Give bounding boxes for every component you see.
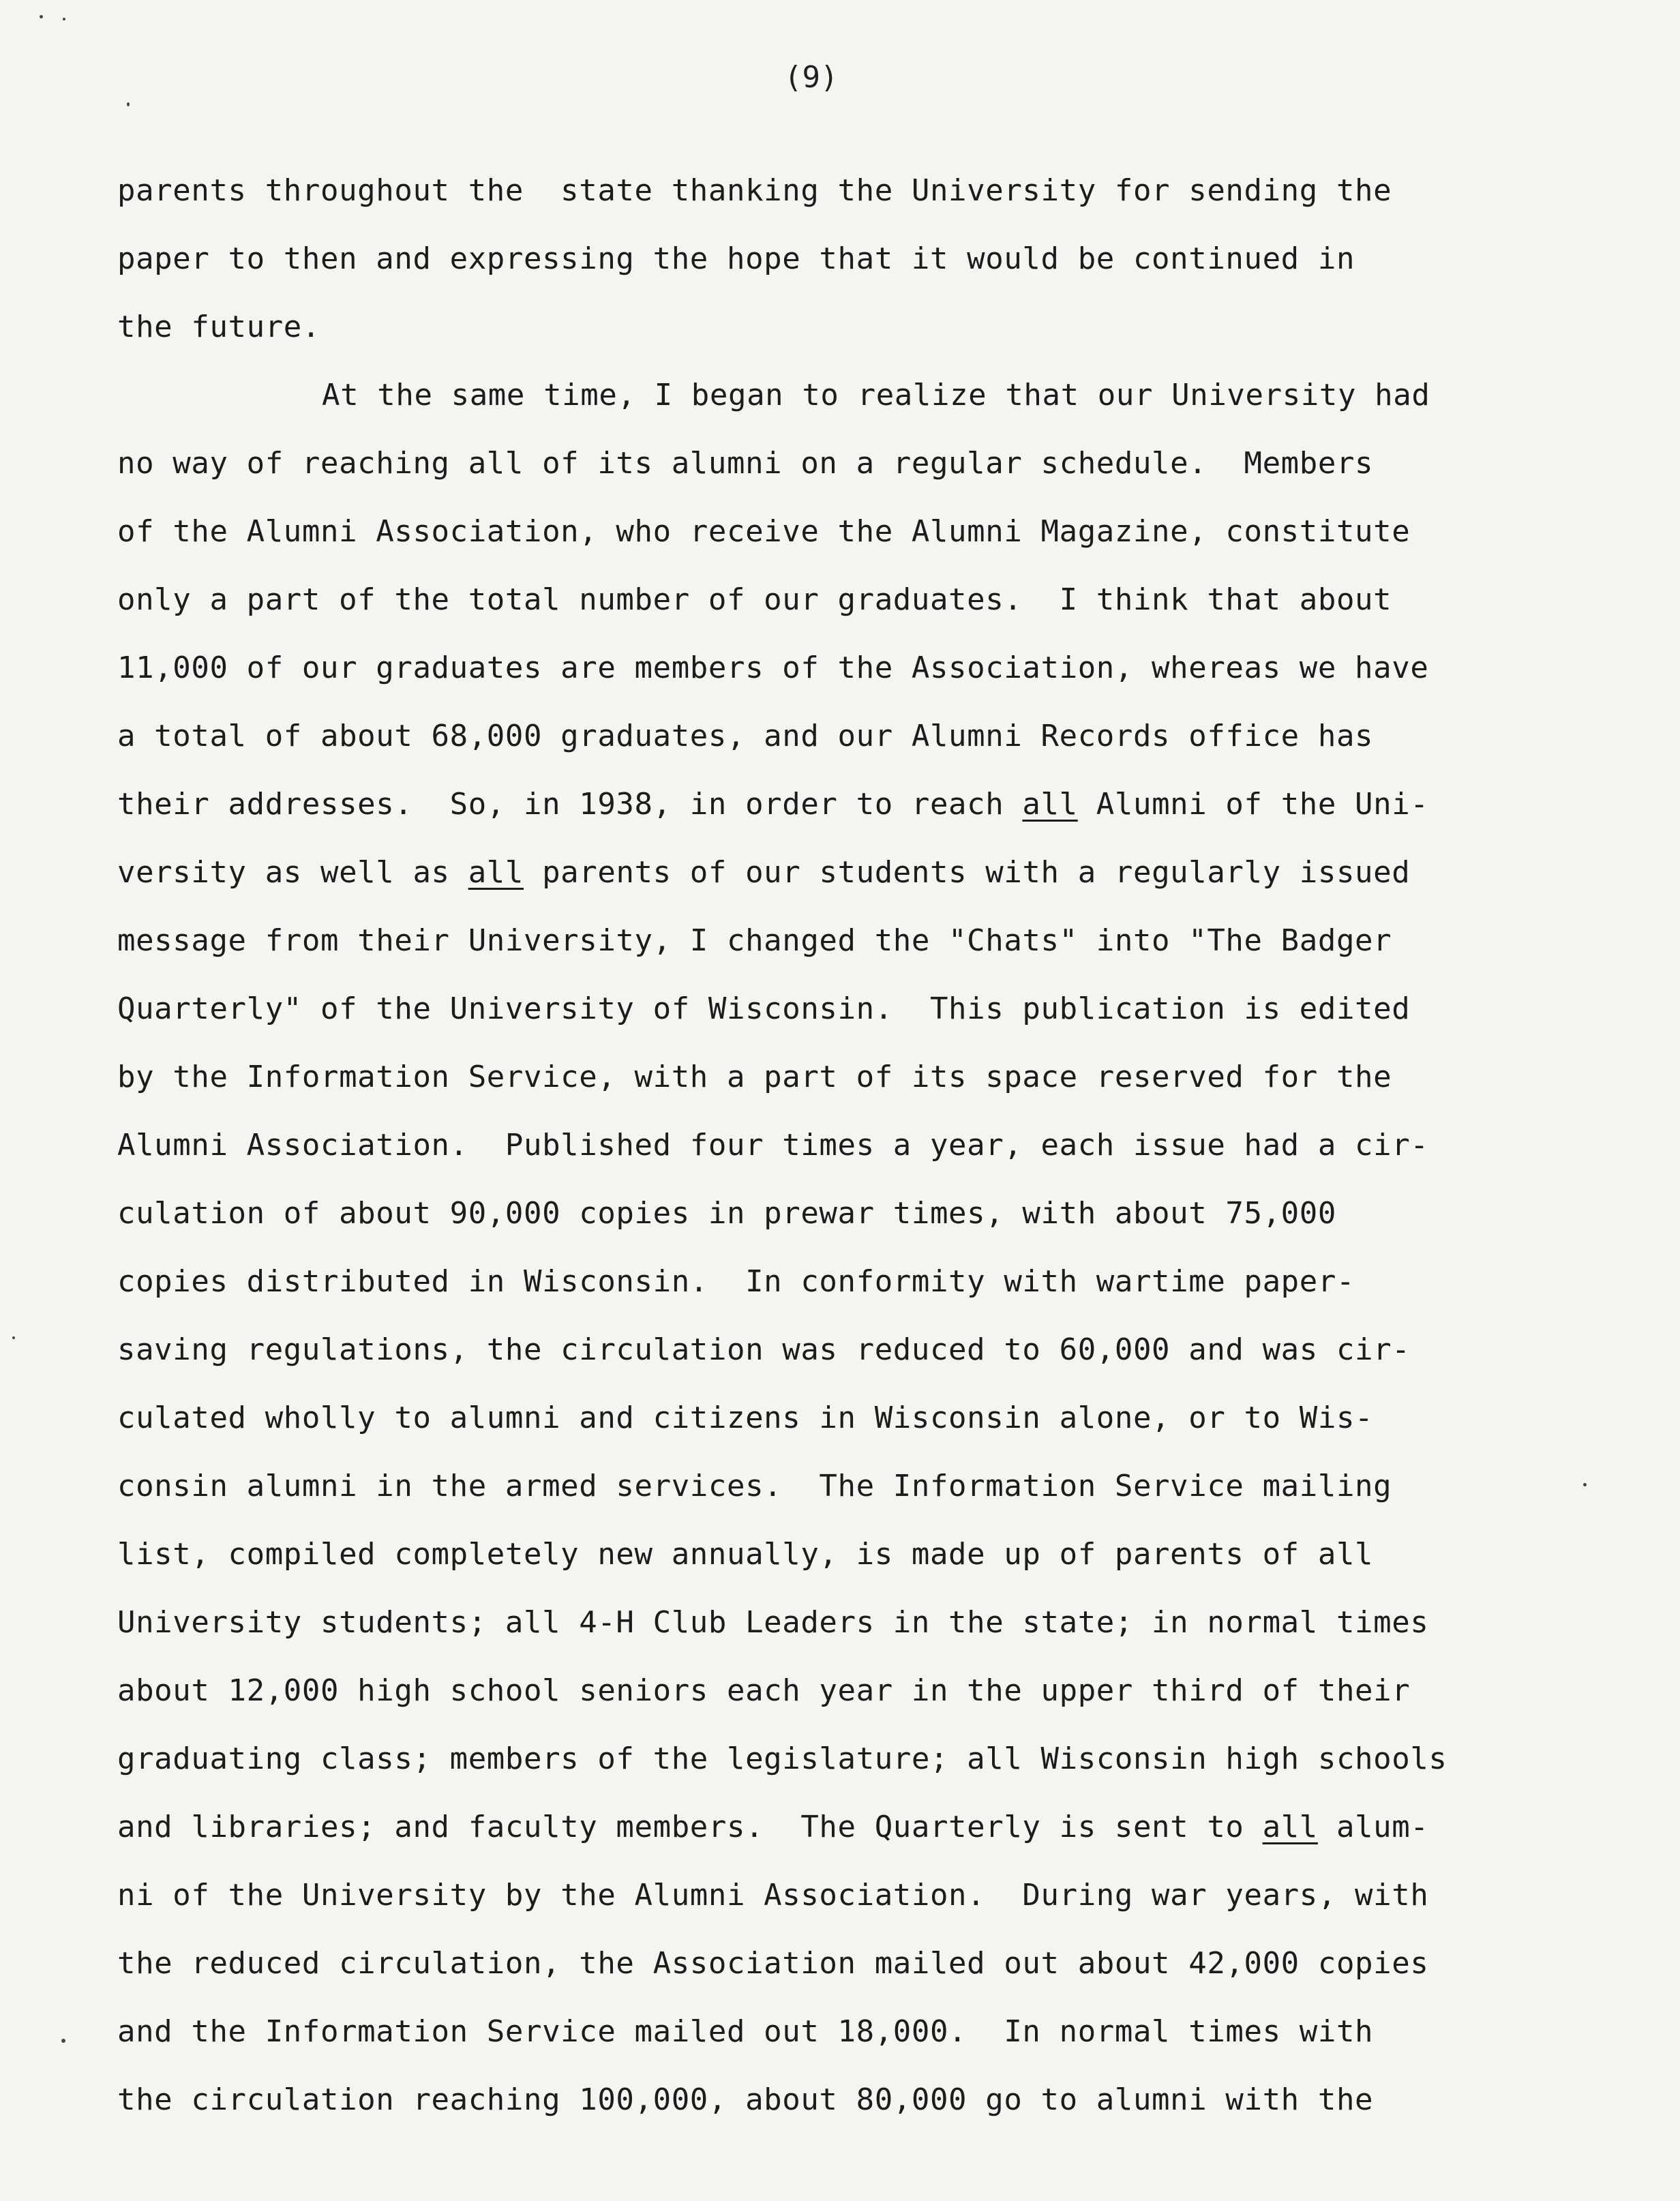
- text-line: [117, 975, 1617, 1043]
- line-text: culation of about 90,000 copies in prewar times, with about 75,000: [117, 1196, 1336, 1231]
- line-text: by the Information Service, with a part of its space reserved for the: [117, 1060, 1392, 1094]
- text-line: [117, 1793, 1617, 1861]
- paper-speck: [12, 1336, 15, 1339]
- line-text: 11,000 of our graduates are members of the Association, whereas we have: [117, 650, 1429, 685]
- text-line: [117, 1316, 1617, 1384]
- text-line: [117, 2066, 1617, 2134]
- text-line: [117, 1930, 1617, 1998]
- text-line: [117, 157, 1617, 225]
- text-line: [117, 566, 1617, 634]
- line-text-continued: parents of our students with a regularly issued: [524, 855, 1411, 890]
- text-line: [117, 430, 1617, 498]
- text-line: [117, 1180, 1617, 1248]
- paper-speck: [63, 18, 65, 20]
- line-text: about 12,000 high school seniors each year in the upper third of their: [117, 1673, 1411, 1708]
- paper-speck: [1583, 1483, 1587, 1486]
- underlined-word: all: [1022, 787, 1078, 822]
- text-line: [117, 1452, 1617, 1521]
- line-text: of the Alumni Association, who receive the Alumni Magazine, constitute: [117, 514, 1411, 549]
- line-text: the circulation reaching 100,000, about 80,000 go to alumni with the: [117, 2082, 1374, 2117]
- text-line: [117, 634, 1617, 702]
- line-text: copies distributed in Wisconsin. In conformity with wartime paper-: [117, 1264, 1355, 1299]
- line-text-continued: alum-: [1317, 1810, 1429, 1844]
- paper-speck: [40, 15, 43, 18]
- line-text: and the Information Service mailed out 18,000. In normal times with: [117, 2014, 1374, 2049]
- text-line: [117, 839, 1617, 907]
- line-text: the reduced circulation, the Association mailed out about 42,000 copies: [117, 1946, 1429, 1981]
- text-line: [117, 1248, 1617, 1316]
- text-line: [117, 1725, 1617, 1793]
- underlined-word: all: [1262, 1810, 1318, 1844]
- line-text: consin alumni in the armed services. The Information Service mailing: [117, 1469, 1392, 1503]
- line-text: parents throughout the state thanking the University for sending the: [117, 173, 1392, 208]
- line-text: paper to then and expressing the hope that it would be continued in: [117, 241, 1355, 276]
- paper-speck: [61, 2039, 65, 2043]
- line-text: At the same time, I began to realize that our University had: [322, 378, 1430, 413]
- line-text: message from their University, I changed the "Chats" into "The Badger: [117, 923, 1392, 958]
- line-text: graduating class; members of the legislature; all Wisconsin high schools: [117, 1741, 1448, 1776]
- line-text: ni of the University by the Alumni Association. During war years, with: [117, 1878, 1429, 1913]
- line-text-continued: Alumni of the Uni-: [1077, 787, 1429, 822]
- line-text: culated wholly to alumni and citizens in Wisconsin alone, or to Wis-: [117, 1401, 1374, 1435]
- text-line: [117, 1043, 1617, 1111]
- line-text: University students; all 4-H Club Leaders in the state; in normal times: [117, 1605, 1429, 1640]
- text-line: [117, 1998, 1617, 2066]
- line-text: versity as well as: [117, 855, 468, 890]
- line-text: list, compiled completely new annually, is made up of parents of all: [117, 1537, 1374, 1572]
- line-text: a total of about 68,000 graduates, and our Alumni Records office has: [117, 719, 1374, 753]
- underlined-word: all: [468, 855, 524, 890]
- text-line: [117, 1657, 1617, 1725]
- text-line: [117, 1861, 1617, 1930]
- text-line: [117, 361, 1617, 430]
- line-text: and libraries; and faculty members. The Quarterly is sent to: [117, 1810, 1263, 1844]
- text-line: [117, 293, 1617, 361]
- text-line: [117, 1589, 1617, 1657]
- page-number: (9): [784, 60, 839, 95]
- line-text: their addresses. So, in 1938, in order to reach: [117, 787, 1023, 822]
- body-text: [117, 157, 1617, 2134]
- text-line: [117, 907, 1617, 975]
- line-text: the future.: [117, 310, 320, 344]
- text-line: [117, 1384, 1617, 1452]
- line-text: Alumni Association. Published four times a year, each issue had a cir-: [117, 1128, 1429, 1163]
- line-text: saving regulations, the circulation was reduced to 60,000 and was cir-: [117, 1332, 1411, 1367]
- text-line: [117, 770, 1617, 839]
- line-text: Quarterly" of the University of Wisconsin. This publication is edited: [117, 991, 1411, 1026]
- line-text: only a part of the total number of our graduates. I think that about: [117, 582, 1392, 617]
- text-line: [117, 498, 1617, 566]
- line-text: no way of reaching all of its alumni on a regular schedule. Members: [117, 446, 1374, 481]
- text-line: [117, 702, 1617, 770]
- paper-speck: [127, 102, 130, 106]
- text-line: [117, 1521, 1617, 1589]
- text-line: [117, 1111, 1617, 1180]
- text-line: [117, 225, 1617, 293]
